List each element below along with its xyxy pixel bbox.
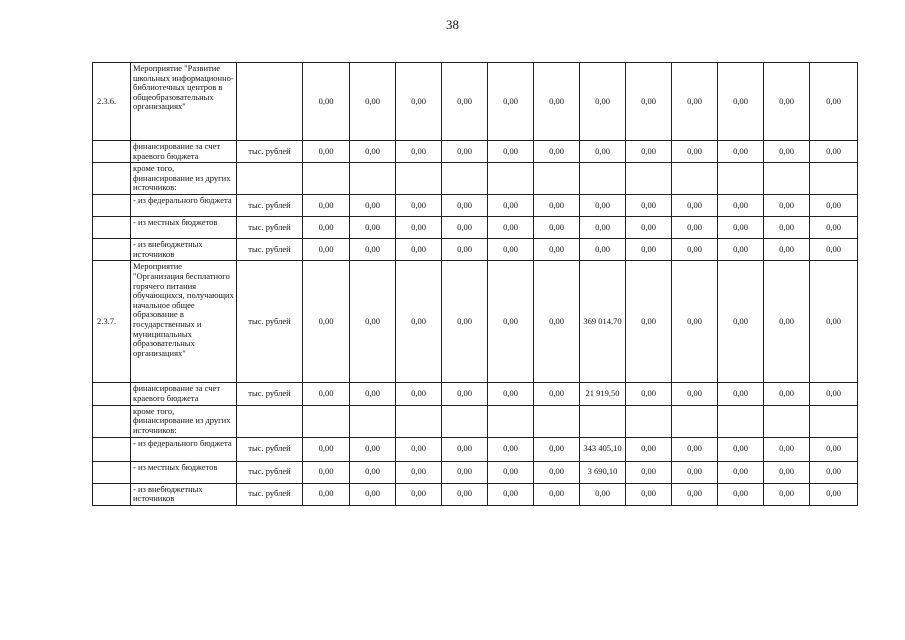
value-cell: 0,00 — [442, 141, 488, 163]
value-cell: 0,00 — [350, 141, 396, 163]
value-cell: 0,00 — [303, 261, 350, 383]
value-cell: 0,00 — [764, 437, 810, 461]
value-cell: 0,00 — [534, 437, 580, 461]
table-row — [93, 163, 858, 195]
value-cell: 0,00 — [764, 239, 810, 261]
value-cell: 0,00 — [396, 461, 442, 483]
value-cell: 0,00 — [718, 141, 764, 163]
value-cell: 0,00 — [442, 63, 488, 141]
value-cell: 0,00 — [534, 383, 580, 405]
value-cell — [488, 405, 534, 437]
table-row — [93, 239, 858, 261]
value-cell: 0,00 — [488, 239, 534, 261]
row-description: финансирование за счет краевого бюджета — [131, 383, 237, 405]
value-cell: 0,00 — [442, 239, 488, 261]
value-cell — [396, 405, 442, 437]
row-description: финансирование за счет краевого бюджета — [131, 141, 237, 163]
value-cell: 0,00 — [350, 239, 396, 261]
row-number — [93, 217, 131, 239]
value-cell: 0,00 — [672, 261, 718, 383]
value-cell: 0,00 — [810, 239, 858, 261]
row-unit: тыс. рублей — [237, 239, 303, 261]
value-cell: 0,00 — [442, 437, 488, 461]
value-cell: 0,00 — [718, 461, 764, 483]
value-cell: 0,00 — [488, 63, 534, 141]
value-cell: 0,00 — [350, 461, 396, 483]
value-cell: 0,00 — [764, 195, 810, 217]
value-cell — [718, 405, 764, 437]
value-cell: 0,00 — [580, 239, 626, 261]
value-cell: 0,00 — [303, 141, 350, 163]
row-number: 2.3.7. — [93, 261, 131, 383]
value-cell: 0,00 — [626, 383, 672, 405]
value-cell — [442, 405, 488, 437]
row-number — [93, 239, 131, 261]
value-cell: 0,00 — [810, 261, 858, 383]
value-cell: 0,00 — [303, 217, 350, 239]
value-cell: 0,00 — [396, 261, 442, 383]
row-unit: тыс. рублей — [237, 261, 303, 383]
table-row — [93, 195, 858, 217]
value-cell: 0,00 — [764, 141, 810, 163]
value-cell: 0,00 — [810, 383, 858, 405]
value-cell: 0,00 — [396, 141, 442, 163]
value-cell: 0,00 — [626, 195, 672, 217]
value-cell: 0,00 — [626, 461, 672, 483]
page-number: 38 — [446, 17, 459, 32]
table-row — [93, 261, 858, 383]
table-row — [93, 63, 858, 141]
row-unit — [237, 405, 303, 437]
value-cell: 21 919,50 — [580, 383, 626, 405]
value-cell: 0,00 — [303, 461, 350, 483]
row-unit: тыс. рублей — [237, 217, 303, 239]
row-number — [93, 383, 131, 405]
value-cell — [672, 405, 718, 437]
value-cell: 0,00 — [810, 63, 858, 141]
row-number — [93, 405, 131, 437]
row-number: 2.3.6. — [93, 63, 131, 141]
value-cell: 0,00 — [672, 141, 718, 163]
value-cell: 0,00 — [672, 239, 718, 261]
value-cell: 0,00 — [626, 141, 672, 163]
row-description: - из внебюджетных источников — [131, 239, 237, 261]
row-unit: тыс. рублей — [237, 383, 303, 405]
value-cell: 0,00 — [626, 239, 672, 261]
value-cell: 0,00 — [488, 483, 534, 505]
value-cell: 0,00 — [396, 239, 442, 261]
value-cell: 0,00 — [764, 63, 810, 141]
value-cell: 0,00 — [534, 483, 580, 505]
value-cell: 0,00 — [626, 261, 672, 383]
value-cell: 0,00 — [534, 261, 580, 383]
value-cell: 0,00 — [303, 239, 350, 261]
value-cell: 343 405,10 — [580, 437, 626, 461]
value-cell: 0,00 — [580, 483, 626, 505]
value-cell: 0,00 — [303, 63, 350, 141]
value-cell: 0,00 — [672, 63, 718, 141]
value-cell: 0,00 — [672, 461, 718, 483]
value-cell: 0,00 — [442, 195, 488, 217]
value-cell: 0,00 — [810, 461, 858, 483]
row-number — [93, 163, 131, 195]
row-number — [93, 461, 131, 483]
value-cell: 0,00 — [442, 461, 488, 483]
value-cell — [534, 405, 580, 437]
value-cell: 0,00 — [810, 437, 858, 461]
row-description: - из внебюджетных источников — [131, 483, 237, 505]
value-cell — [764, 163, 810, 195]
row-description: кроме того, финансирование из других источников: — [131, 405, 237, 437]
value-cell: 0,00 — [442, 483, 488, 505]
table-row — [93, 405, 858, 437]
value-cell: 0,00 — [718, 437, 764, 461]
value-cell — [350, 163, 396, 195]
value-cell — [810, 163, 858, 195]
value-cell: 0,00 — [488, 437, 534, 461]
row-unit — [237, 63, 303, 141]
value-cell: 0,00 — [350, 217, 396, 239]
value-cell: 0,00 — [396, 483, 442, 505]
value-cell: 0,00 — [764, 383, 810, 405]
value-cell: 0,00 — [718, 261, 764, 383]
value-cell: 0,00 — [350, 383, 396, 405]
value-cell — [350, 405, 396, 437]
value-cell: 0,00 — [580, 141, 626, 163]
value-cell: 0,00 — [810, 217, 858, 239]
row-description: - из местных бюджетов — [131, 217, 237, 239]
value-cell: 0,00 — [303, 483, 350, 505]
value-cell: 0,00 — [350, 261, 396, 383]
value-cell: 0,00 — [488, 383, 534, 405]
value-cell: 0,00 — [764, 261, 810, 383]
row-number — [93, 141, 131, 163]
value-cell: 0,00 — [350, 63, 396, 141]
value-cell: 0,00 — [580, 195, 626, 217]
table-row — [93, 437, 858, 461]
value-cell — [672, 163, 718, 195]
value-cell: 0,00 — [442, 217, 488, 239]
value-cell: 0,00 — [534, 239, 580, 261]
value-cell: 0,00 — [534, 217, 580, 239]
row-number — [93, 483, 131, 505]
value-cell — [396, 163, 442, 195]
value-cell: 0,00 — [396, 195, 442, 217]
value-cell: 0,00 — [718, 483, 764, 505]
value-cell: 0,00 — [350, 437, 396, 461]
value-cell: 0,00 — [718, 63, 764, 141]
value-cell: 0,00 — [396, 437, 442, 461]
value-cell — [580, 163, 626, 195]
value-cell: 0,00 — [396, 217, 442, 239]
value-cell: 369 014,70 — [580, 261, 626, 383]
value-cell — [718, 163, 764, 195]
row-unit: тыс. рублей — [237, 141, 303, 163]
value-cell: 0,00 — [764, 461, 810, 483]
row-unit — [237, 163, 303, 195]
row-number — [93, 195, 131, 217]
value-cell — [764, 405, 810, 437]
value-cell: 0,00 — [488, 141, 534, 163]
value-cell: 0,00 — [442, 383, 488, 405]
table-row — [93, 483, 858, 505]
value-cell: 0,00 — [626, 217, 672, 239]
row-unit: тыс. рублей — [237, 437, 303, 461]
value-cell: 0,00 — [810, 141, 858, 163]
value-cell: 0,00 — [626, 483, 672, 505]
row-number — [93, 437, 131, 461]
value-cell: 3 690,10 — [580, 461, 626, 483]
row-description: - из федерального бюджета — [131, 195, 237, 217]
value-cell: 0,00 — [488, 461, 534, 483]
value-cell: 0,00 — [672, 195, 718, 217]
row-unit: тыс. рублей — [237, 195, 303, 217]
value-cell — [534, 163, 580, 195]
value-cell: 0,00 — [718, 195, 764, 217]
value-cell: 0,00 — [350, 483, 396, 505]
value-cell — [580, 405, 626, 437]
value-cell: 0,00 — [672, 217, 718, 239]
value-cell: 0,00 — [672, 437, 718, 461]
value-cell: 0,00 — [810, 195, 858, 217]
value-cell: 0,00 — [810, 483, 858, 505]
value-cell: 0,00 — [672, 383, 718, 405]
row-description: кроме того, финансирование из других источников: — [131, 163, 237, 195]
value-cell — [626, 405, 672, 437]
value-cell — [810, 405, 858, 437]
value-cell: 0,00 — [534, 195, 580, 217]
value-cell: 0,00 — [488, 261, 534, 383]
row-unit: тыс. рублей — [237, 483, 303, 505]
value-cell: 0,00 — [672, 483, 718, 505]
row-description: Мероприятие "Организация бесплатного горячего питания обучающихся, получающих начальное общее образование в государственных и муниципальных образовательных организациях" — [131, 261, 237, 383]
value-cell — [442, 163, 488, 195]
value-cell — [303, 405, 350, 437]
value-cell — [303, 163, 350, 195]
value-cell: 0,00 — [764, 217, 810, 239]
table-row — [93, 217, 858, 239]
value-cell — [626, 163, 672, 195]
row-unit: тыс. рублей — [237, 461, 303, 483]
value-cell: 0,00 — [718, 217, 764, 239]
value-cell: 0,00 — [580, 63, 626, 141]
value-cell: 0,00 — [396, 383, 442, 405]
value-cell: 0,00 — [303, 195, 350, 217]
value-cell: 0,00 — [303, 437, 350, 461]
value-cell: 0,00 — [488, 217, 534, 239]
table-row — [93, 141, 858, 163]
value-cell: 0,00 — [442, 261, 488, 383]
value-cell: 0,00 — [488, 195, 534, 217]
value-cell: 0,00 — [534, 141, 580, 163]
value-cell: 0,00 — [580, 217, 626, 239]
table-row — [93, 383, 858, 405]
budget-table — [92, 62, 858, 506]
value-cell: 0,00 — [350, 195, 396, 217]
value-cell: 0,00 — [718, 239, 764, 261]
row-description: - из федерального бюджета — [131, 437, 237, 461]
value-cell: 0,00 — [303, 383, 350, 405]
value-cell: 0,00 — [626, 437, 672, 461]
value-cell: 0,00 — [534, 461, 580, 483]
row-description: Мероприятие "Развитие школьных информационно-библиотечных центров в общеобразовательных организациях" — [131, 63, 237, 141]
value-cell: 0,00 — [764, 483, 810, 505]
table-row — [93, 461, 858, 483]
value-cell: 0,00 — [718, 383, 764, 405]
row-description: - из местных бюджетов — [131, 461, 237, 483]
value-cell: 0,00 — [396, 63, 442, 141]
value-cell: 0,00 — [626, 63, 672, 141]
value-cell: 0,00 — [534, 63, 580, 141]
value-cell — [488, 163, 534, 195]
